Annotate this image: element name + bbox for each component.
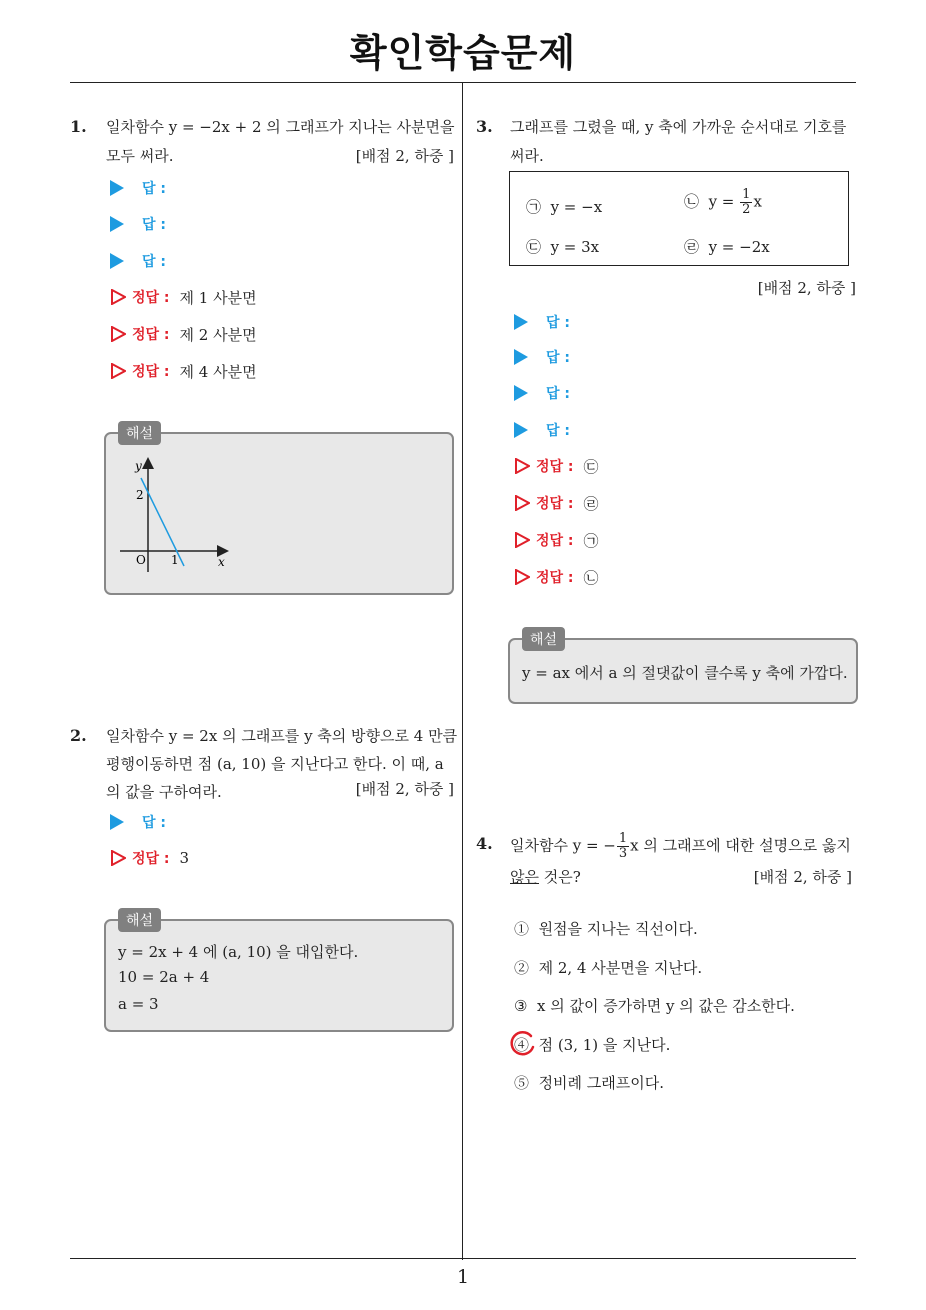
- choice-item: [684, 236, 770, 257]
- choice-mark: ㉡: [684, 192, 700, 211]
- score-meta: [배점 2, 하중 ]: [355, 780, 454, 798]
- correct-label: 정답 :: [132, 290, 170, 306]
- answer-label: 답 :: [546, 315, 570, 331]
- correct-value: 제 1 사분면: [179, 288, 257, 307]
- correct-value: ㉠: [583, 531, 599, 550]
- play-icon: [110, 180, 124, 196]
- triangle-outline-icon: [110, 326, 126, 342]
- page-number: 1: [456, 1266, 470, 1288]
- question-number: 4.: [476, 834, 493, 853]
- answer-label: 답 :: [142, 815, 166, 831]
- explanation-line: a = 3: [118, 995, 159, 1013]
- option-text: 점 (3, 1) 을 지난다.: [538, 1036, 671, 1054]
- answer-input[interactable]: [110, 249, 166, 273]
- origin-label: O: [136, 553, 146, 567]
- correct-value: 제 4 사분면: [179, 362, 257, 381]
- play-icon: [110, 253, 124, 269]
- correct-value: 3: [179, 849, 190, 867]
- correct-label: 정답 :: [536, 496, 574, 512]
- answer-input[interactable]: [514, 310, 570, 334]
- answer-input[interactable]: [110, 212, 166, 236]
- option-mark: ②: [514, 959, 530, 977]
- choice-mark: ㉢: [526, 238, 542, 256]
- top-divider: [70, 82, 856, 83]
- answer-input[interactable]: [110, 176, 166, 200]
- question-text: [510, 111, 860, 173]
- correct-answer: [514, 565, 599, 589]
- triangle-outline-icon: [514, 569, 530, 585]
- explanation-tag: 해설: [118, 421, 161, 445]
- correct-answer: [110, 359, 257, 383]
- correct-value: ㉣: [583, 494, 599, 513]
- correct-label: 정답 :: [132, 851, 170, 867]
- question-line: 모두 써라.: [106, 147, 174, 165]
- option-item[interactable]: [514, 995, 795, 1016]
- triangle-outline-icon: [110, 289, 126, 305]
- correct-answer: [514, 454, 599, 478]
- option-item[interactable]: [514, 918, 698, 939]
- play-icon: [514, 422, 528, 438]
- function-graph: [114, 448, 264, 578]
- score-meta: [배점 2, 하중 ]: [753, 868, 852, 886]
- choice-text: y = 3x: [550, 238, 600, 256]
- page-title: 확인학습문제: [349, 31, 577, 75]
- correct-value: 제 2 사분면: [179, 325, 257, 344]
- correct-label: 정답 :: [132, 364, 170, 380]
- play-icon: [514, 385, 528, 401]
- choice-item: [526, 236, 599, 257]
- correct-value: ㉢: [583, 457, 599, 476]
- explanation-line: y = 2x + 4 에 (a, 10) 을 대입한다.: [118, 943, 359, 961]
- explanation-tag: 해설: [118, 908, 161, 932]
- question-line: 써라.: [510, 147, 544, 165]
- question-text-rest: 것은?: [538, 868, 581, 886]
- explanation-box: [104, 919, 454, 1032]
- option-item[interactable]: [514, 957, 702, 978]
- question-line: [510, 866, 581, 887]
- correct-value: ㉡: [583, 568, 599, 587]
- answer-label: 답 :: [142, 181, 166, 197]
- question-line: 그래프를 그렸을 때, y 축에 가까운 순서대로 기호를: [510, 118, 847, 136]
- question-line: 의 값을 구하여라.: [106, 783, 222, 801]
- play-icon: [514, 314, 528, 330]
- option-mark: ③: [514, 997, 528, 1015]
- question-number: 3.: [476, 117, 493, 136]
- fraction-numerator: 1: [742, 187, 751, 202]
- play-icon: [110, 814, 124, 830]
- correct-answer: [514, 528, 599, 552]
- answer-label: 답 :: [546, 423, 570, 439]
- explanation-box: [104, 432, 454, 595]
- fraction-denominator: 3: [618, 846, 628, 861]
- explanation-line: y = ax 에서 a 의 절댓값이 클수록 y 축에 가깝다.: [522, 664, 848, 682]
- correct-label: 정답 :: [132, 327, 170, 343]
- question-number: 2.: [70, 726, 87, 745]
- option-mark: ④: [514, 1036, 530, 1054]
- choice-item: [684, 188, 762, 217]
- underlined-text: 않은: [510, 868, 539, 886]
- x-tick-label: 1: [171, 553, 179, 567]
- answer-label: 답 :: [546, 350, 570, 366]
- score-meta: [배점 2, 하중 ]: [355, 147, 454, 165]
- fraction-denominator: 2: [742, 202, 751, 217]
- question-line: 일차함수 y = −: [510, 836, 616, 855]
- explanation-line: 10 = 2a + 4: [118, 968, 210, 986]
- answer-input[interactable]: [514, 381, 570, 405]
- correct-label: 정답 :: [536, 459, 574, 475]
- choice-item: [526, 196, 602, 217]
- option-text: 제 2, 4 사분면을 지난다.: [538, 959, 703, 977]
- correct-label: 정답 :: [536, 570, 574, 586]
- choice-box: [509, 171, 849, 266]
- answer-label: 답 :: [546, 386, 570, 402]
- column-divider: [462, 83, 463, 1260]
- play-icon: [110, 216, 124, 232]
- play-icon: [514, 349, 528, 365]
- correct-answer: [514, 491, 599, 515]
- triangle-outline-icon: [514, 495, 530, 511]
- option-item[interactable]: [514, 1034, 670, 1055]
- triangle-outline-icon: [514, 458, 530, 474]
- choice-mark: ㉠: [526, 198, 542, 216]
- question-text: [510, 832, 851, 861]
- choice-text: y =: [708, 192, 735, 211]
- question-line: 일차함수 y = −2x + 2 의 그래프가 지나는 사분면을: [106, 118, 455, 136]
- answer-input[interactable]: [514, 345, 570, 369]
- choice-text: y = −2x: [708, 238, 770, 256]
- question-line: 평행이동하면 점 (a, 10) 을 지난다고 한다. 이 때, a: [106, 755, 444, 773]
- bottom-divider: [70, 1258, 856, 1259]
- y-axis-label: y: [135, 459, 142, 473]
- option-mark: ①: [514, 920, 530, 938]
- question-number: 1.: [70, 117, 87, 136]
- answer-label: 답 :: [142, 217, 166, 233]
- fraction: [740, 188, 752, 217]
- correct-label: 정답 :: [536, 533, 574, 549]
- option-text: 정비례 그래프이다.: [538, 1074, 665, 1092]
- correct-answer: [110, 285, 257, 309]
- correct-answer: [110, 322, 257, 346]
- x-axis-label: x: [218, 555, 225, 569]
- y-tick-label: 2: [136, 488, 144, 502]
- option-item[interactable]: [514, 1072, 664, 1093]
- triangle-outline-icon: [514, 532, 530, 548]
- explanation-tag: 해설: [522, 627, 565, 651]
- option-mark: ⑤: [514, 1074, 530, 1092]
- answer-label: 답 :: [142, 254, 166, 270]
- question-line: x 의 그래프에 대한 설명으로 옳지: [630, 836, 851, 855]
- correct-answer: [110, 846, 189, 870]
- choice-mark: ㉣: [684, 238, 700, 256]
- fraction: [617, 832, 629, 861]
- choice-text: y = −x: [550, 198, 603, 216]
- question-line: 일차함수 y = 2x 의 그래프를 y 축의 방향으로 4 만큼: [106, 727, 458, 745]
- fraction-numerator: 1: [618, 831, 628, 846]
- selected-answer-circle-icon: [507, 1028, 537, 1058]
- triangle-outline-icon: [110, 363, 126, 379]
- answer-input[interactable]: [110, 810, 166, 834]
- choice-text: x: [753, 192, 762, 211]
- answer-input[interactable]: [514, 418, 570, 442]
- option-text: 원점을 지나는 직선이다.: [538, 920, 698, 938]
- option-text: x 의 값이 증가하면 y 의 값은 감소한다.: [537, 997, 795, 1015]
- triangle-outline-icon: [110, 850, 126, 866]
- score-meta: [배점 2, 하중 ]: [757, 279, 856, 297]
